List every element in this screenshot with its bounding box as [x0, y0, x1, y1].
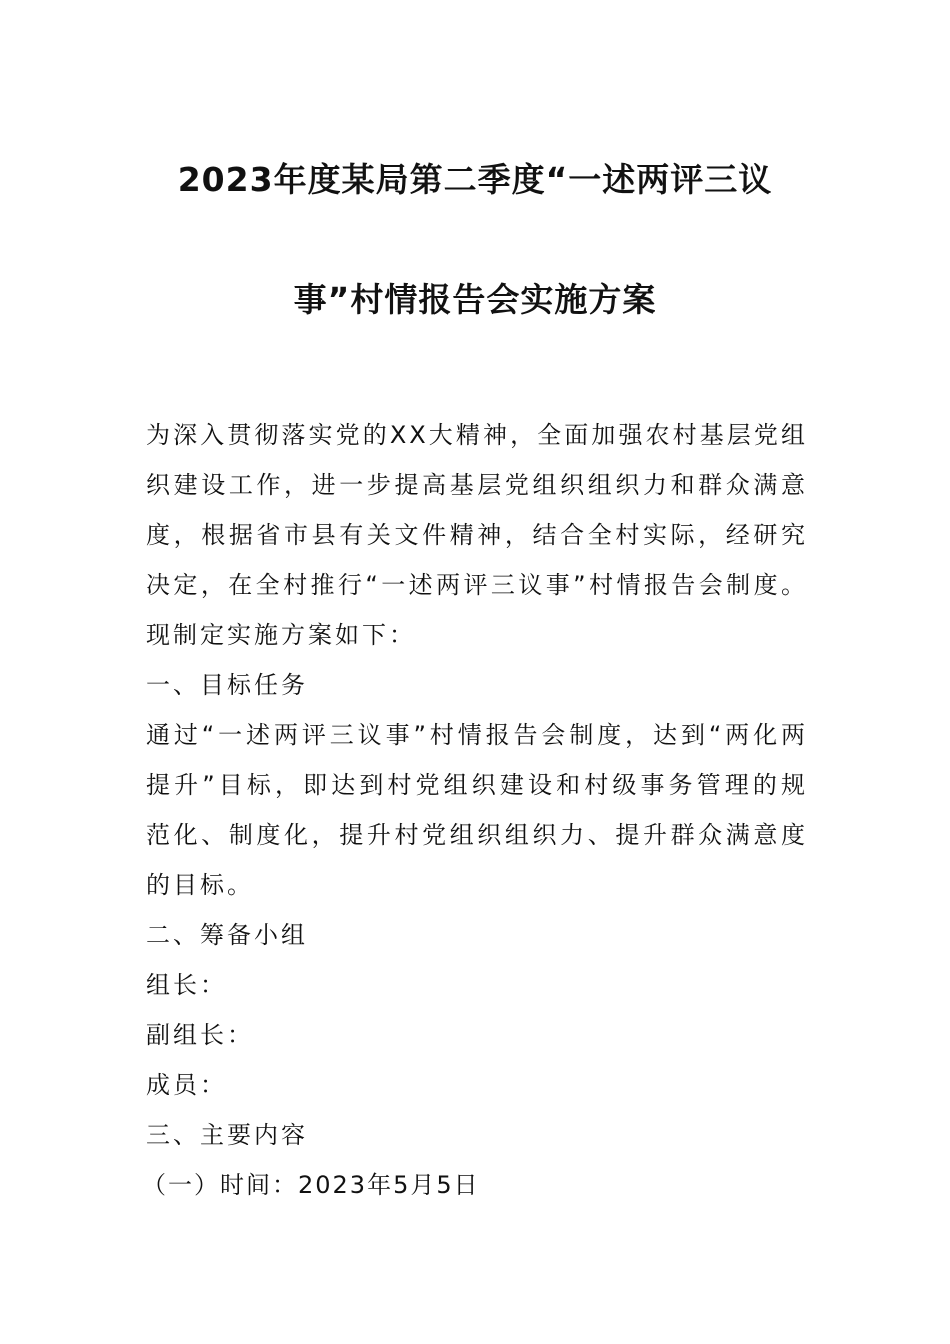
deputy-leader-line: 副组长：: [146, 1021, 254, 1049]
section-heading-main-content: 三、主要内容: [146, 1121, 308, 1149]
intro-paragraph: 为深入贯彻落实党的XX大精神，全面加强农村基层党组织建设工作，进一步提高基层党组织组织力和群众满意度，根据省市县有关文件精神，结合全村实际，经研究决定，在全村推行“一述两评三议事”村情报告会制度。现制定实施方案如下：: [146, 421, 808, 649]
goals-paragraph: 通过“一述两评三议事”村情报告会制度，达到“两化两提升”目标，即达到村党组织建设和村级事务管理的规范化、制度化，提升村党组织组织力、提升群众满意度的目标。: [146, 721, 808, 899]
section-heading-goals: 一、目标任务: [146, 671, 308, 699]
section-heading-preparatory-group: 二、筹备小组: [146, 921, 308, 949]
group-leader-line: 组长：: [146, 971, 227, 999]
document-title-line-2: 事”村情报告会实施方案: [293, 280, 657, 319]
document-title-line-1: 2023年度某局第二季度“一述两评三议: [177, 160, 773, 199]
subsection-time-line: （一）时间：2023年5月5日: [142, 1171, 480, 1199]
members-line: 成员：: [146, 1071, 227, 1099]
document-body: [142, 410, 808, 1210]
